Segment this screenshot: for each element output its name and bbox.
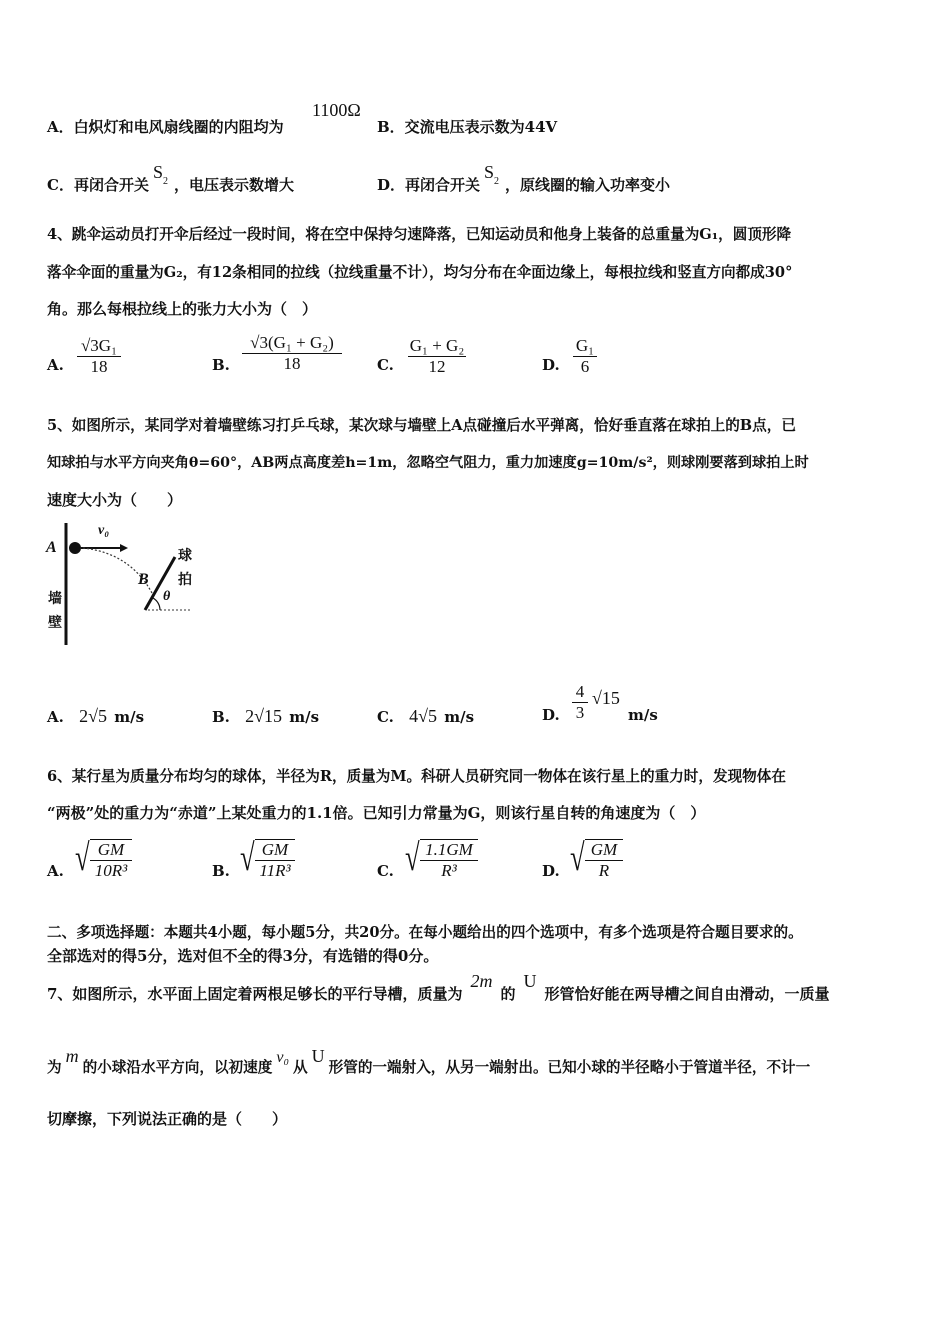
q3-option-a-math: 1100Ω <box>312 100 361 120</box>
q4-option-d-fraction: G₁ 6 <box>573 336 597 377</box>
q6-option-a-fraction: GM 10R³ <box>90 839 132 881</box>
q5-line-2: 知球拍与水平方向夹角θ=60°，AB两点高度差h=1m，忽略空气阻力，重力加速度g=10m/s²，则球刚要落到球拍上时 <box>47 455 809 471</box>
q6-option-b: B. <box>212 862 230 880</box>
q5-option-d: D. <box>542 706 560 724</box>
q4-option-d: D. <box>542 356 560 374</box>
label-racket-1: 球 <box>178 548 192 564</box>
q6-option-c: C. <box>377 862 394 880</box>
q5-line-3: 速度大小为（ ） <box>47 491 183 509</box>
velocity-arrowhead <box>120 544 128 552</box>
q4-option-b: B. <box>212 356 230 374</box>
ball <box>69 542 81 554</box>
q5-option-b: B. 2√15 m/s <box>212 706 320 726</box>
q5-option-d-unit: m/s <box>628 706 658 724</box>
section-2-line-2: 全部选对的得5分，选对但不全的得3分，有选错的得0分。 <box>47 947 439 965</box>
q5-figure <box>40 515 210 650</box>
q6-option-b-radical: √ <box>240 837 255 879</box>
q6-option-c-fraction: 1.1GM R³ <box>420 839 478 881</box>
q3-option-d: D．再闭合开关$S^2$ ，原线圈的输入功率变小 <box>377 162 671 194</box>
q5-option-c: C. 4√5 m/s <box>377 706 475 726</box>
q3-option-a-text: A．白炽灯和电风扇线圈的内阻均为 <box>47 118 284 136</box>
q4-option-a: A. <box>47 356 64 374</box>
q3-option-c: C．再闭合开关$S^2$ ，电压表示数增大 <box>47 162 294 194</box>
q3-option-a <box>47 116 284 137</box>
q5-option-d-fraction: 4 3 <box>572 682 588 723</box>
label-wall-1: 墙 <box>48 591 62 607</box>
q6-option-d-radical: √ <box>570 837 585 879</box>
q7-line-1: 7、如图所示，水平面上固定着两根足够长的平行导槽，质量为2m的U形管恰好能在两导槽之间自由滑动，一质量 <box>47 971 830 1003</box>
q7-line-2: 为m的小球沿水平方向，以初速度v₀从U形管的一端射入，从另一端射出。已知小球的半径略小于管道半径，不计一 <box>47 1046 811 1076</box>
q6-line-1: 6、某行星为质量分布均匀的球体，半径为R，质量为M。科研人员研究同一物体在该行星上的重力时，发现物体在 <box>47 768 786 785</box>
label-a: A <box>46 539 57 556</box>
angle-arc <box>153 598 160 610</box>
q4-line-1: 4、跳伞运动员打开伞后经过一段时间，将在空中保持匀速降落，已知运动员和他身上装备的总重量为G₁，圆顶形降 <box>47 226 792 243</box>
q7-line-3: 切摩擦，下列说法正确的是（ ） <box>47 1110 288 1128</box>
label-racket-2: 拍 <box>178 572 192 588</box>
label-wall-2: 壁 <box>48 615 62 631</box>
q6-line-2: “两极”处的重力为“赤道”上某处重力的1.1倍。已知引力常量为G，则该行星自转的角速度为（ ） <box>47 804 706 822</box>
q6-option-c-radical: √ <box>405 837 420 879</box>
q4-option-a-fraction: √3G₁ 18 <box>77 336 121 377</box>
q5-line-1: 5、如图所示，某同学对着墙壁练习打乒乓球，某次球与墙壁上A点碰撞后水平弹离，恰好垂直落在球拍上的B点，已 <box>47 417 796 434</box>
q4-option-b-fraction: √3(G₁ + G₂) 18 <box>242 333 342 374</box>
q5-option-a: A. 2√5 m/s <box>47 706 145 726</box>
label-v0: v₀ <box>98 523 110 538</box>
q6-option-a-radical: √ <box>75 837 90 879</box>
q4-option-c: C. <box>377 356 394 374</box>
q4-line-2: 落伞伞面的重量为G₂，有12条相同的拉线（拉线重量不计），均匀分布在伞面边缘上，每根拉线和竖直方向都成30° <box>47 264 793 281</box>
q4-option-c-fraction: G₁ + G₂ 12 <box>409 336 465 376</box>
q3-option-b: B．交流电压表示数为44V <box>377 118 558 136</box>
label-b: B <box>138 571 149 588</box>
q4-line-3: 角。那么每根拉线上的张力大小为（ ） <box>47 300 318 318</box>
q6-option-d-fraction: GM R <box>585 839 623 881</box>
label-theta: θ <box>163 589 171 604</box>
racket-line <box>145 557 175 610</box>
q6-option-a: A. <box>47 862 64 880</box>
section-2-line-1: 二、多项选择题：本题共4小题，每小题5分，共20分。在每小题给出的四个选项中，有多个选项是符合题目要求的。 <box>47 924 803 941</box>
q6-option-d: D. <box>542 862 560 880</box>
q6-option-b-fraction: GM 11R³ <box>255 839 295 881</box>
q5-option-d-root: √15 <box>592 688 620 708</box>
